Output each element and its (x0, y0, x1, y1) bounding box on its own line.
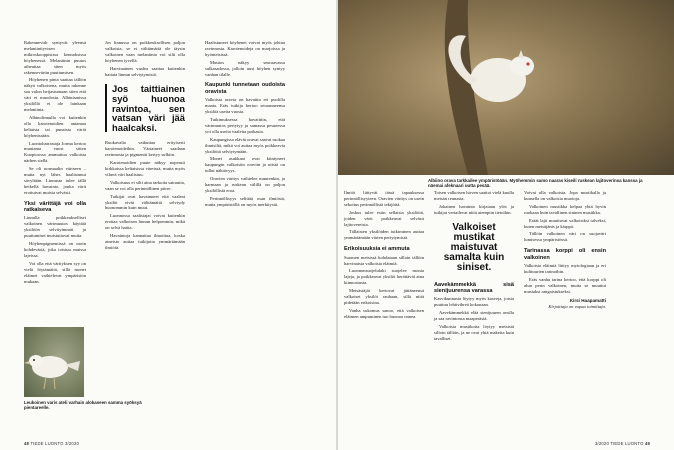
magazine-name: TIEDE LUONTO (610, 441, 644, 446)
paragraph: Tällaisten yksilöiden tutkiminen auttaa ymmärtämään värien periytymistä. (344, 229, 424, 241)
paragraph: Höyhenpigmentissä on usein hohdeväriä, joka toistuu muissa lajeissa. (24, 241, 86, 258)
white-bird-illustration (24, 327, 84, 397)
paragraph: Aavekämmekkä elää sienijuuren avulla ja saa ravintonsa maaperästä. (434, 310, 514, 322)
paragraph: Luonnonsuojelulaki suojelee monia lajeja, ja poikkeavat yksilöt herättävät aina kiinnostusta. (344, 268, 424, 286)
right-col-1 (344, 190, 424, 322)
left-col-1 (24, 40, 86, 286)
photo-white-crow (24, 327, 84, 397)
photo-albino-squirrel (338, 0, 674, 175)
section-heading: Yksi värittäjä voi olla ratkaiseva (24, 200, 86, 214)
paragraph: Harvinainen vaalea saattaa kuitenkin haitata linnun selviytymistä. (105, 65, 185, 77)
paragraph: Tällöin valkoinen väri on suojaväri lumisessa ympäristössä. (524, 231, 606, 243)
right-page (338, 0, 674, 450)
footer-left (24, 441, 79, 446)
paragraph: Ruokavalio vaikuttaa erityisesti karotenoideihin. Väriaineet saadaan ravinnosta ja pigmentti kertyy sulkiin. (105, 140, 185, 158)
paragraph: Ilmiöt liittyvät tässä tapauksessa perinnöllisyyteen. Oravien väritys on usein sekoitus perinnöllisiä tekijöitä. (344, 190, 424, 207)
paragraph: Haalistuneet höyhenet voivat myös johtua ravinnosta. Karotenoideja on marjoissa ja hyönteisissä. (205, 40, 285, 57)
paragraph: Jokainen havainto kirjataan ylös ja tutkijat vertailevat niitä aiempiin tietoihin. (434, 203, 514, 215)
paragraph: Suomen metsissä kohdataan silloin tällöin harvinaisia valkoisia eläimiä. (344, 254, 424, 266)
photo-caption-left: Leukoinen varis ateli varhain alokaseen samma syöksyä pientareelle. (24, 400, 142, 411)
paragraph: Toisen valkoisen hirven saattoi vielä kuulla metsän reunasta. (434, 190, 514, 201)
paragraph: Eräs vanha tarina kertoo, että korppi oli alun perin valkoinen, mutta se muuttui mustaksi rangaistukseksi. (524, 276, 606, 294)
author-signature (524, 298, 606, 310)
paragraph: Se oli normaalin väriseen – mutta nyt lähes haalistunut sävyltään. Linnusta tulee tällä hetkellä havainto, jonka värit erottuivat muista selvästi. (24, 166, 86, 195)
paragraph: Tutkijat ovat havainneet että vaaleat yksilöt eivät välttämättä selviydy huonommin kuin muut. (105, 193, 185, 211)
paragraph: Luonnossa saalistajat voivat kuitenkin erottaa valkoisen linnun helpommin, mikä on selvä haitta. (105, 213, 185, 231)
photo-caption-right: Albiino orava tarkkailee ympäristöään. Myöhemmin samo naaras kiseili ruskean lajitoverinsa kanssa ja näemai afeknaari uutta pesää. (428, 178, 643, 189)
page-number: 49 (644, 441, 650, 446)
paragraph: Luontoharrastaja Jorma kertoo muutama vuosi sitten Kuopioossa ammuttua valkoista närhen siellä. (24, 140, 86, 164)
section-heading: Kaupunki tunnetaan oudoista oravista (205, 82, 285, 95)
paragraph: Perinnöllisyys selittää osan ilmiöstä, mutta ympäristöllä on myös merkitystä. (205, 195, 285, 207)
paragraph: Vanha uskomus sanoo, että valkoisen eläimen ampuminen tuo huonoa onnea. (344, 307, 424, 319)
paragraph: Albinolinnulla voi kuitenkin olla karotenoidien antamaa keltaista tai punaista väriä höyhenissään. (24, 114, 86, 138)
squirrel-illustration (338, 0, 674, 175)
author-name: Kirsi Haapamatti (569, 297, 606, 303)
left-page (0, 0, 336, 450)
section-heading: Tarinassa korppi oli ensin valkoinen (524, 248, 606, 261)
paragraph: Monet asukkaat ovat kiintyneet kaupungin valkoisiin oraviin ja niistä on tullut nähtävyys. (205, 156, 285, 174)
paragraph: Karotenoidien puute näkyy nopeasti kirkkaissa keltaisissa väreissä, mutta myös vihreä väri haalistuu. (105, 160, 185, 177)
left-col-3 (205, 40, 285, 210)
paragraph: Metsästäjät kertovat jättäneensä valkoiset yksilöt rauhaan, sillä niitä pidetään erikoisina. (344, 288, 424, 305)
paragraph: Voi olla että värityksen syy on vielä löytämättä, sillä monet eläimet vaihtelevat ympäristön mukaan. (24, 260, 86, 284)
pull-quote: Valkoiset mustikat maistuvat samalta kuin siniset. (443, 221, 505, 274)
section-heading: Aavekämmekkä sisä sienijuurensa varassa (434, 281, 514, 295)
paragraph: Valkoisia oravia on havaittu eri puolilla maata. Eräs tutkija kertoo seuranneensa yksilöä useita vuosia. (205, 97, 285, 115)
paragraph: Joskus tulee esiin sellaisia yksilöitä, joiden värit poikkeavat selvästi lajitovereista. (344, 209, 424, 227)
left-col-2 (105, 40, 185, 253)
section-heading: Erikoisuuksia ei ammuta (344, 246, 410, 253)
paragraph: Linnulla poikkeukselliset valkoinen värimuutos käyttää yksilöön selvityimmät ja puuttumiset muistuttavat muita. (24, 215, 86, 239)
paragraph: Tutkimuksessa havaittiin, että värimuutos periytyy ja samassa pesueessa voi olla useita vaaleita poikasia. (205, 116, 285, 134)
footer-right (595, 441, 650, 446)
pull-quote: Jos taittiainen syö huonoa ravintoa, sen vatsan väri jää haalcaksi. (105, 84, 185, 132)
paragraph: Valkoisuus ei silti aina tarkoita sairautta, vaan se voi olla perinnöllinen piirre. (105, 179, 185, 191)
paragraph: Muutos näkyy seuraavassa sulkasadossa, jolloin uusi höyhen syntyy vanhan tilalle. (205, 59, 285, 77)
issue-number: 3/2020 (65, 441, 80, 446)
paragraph: Höyhenen pinta saattaa tällöin näkyä valkoisena, mutta rakenne saa valon heijastumaan siten että väri ei muodostu. Albinismissa yksilöllä ei ole lainkaan melaniinia. (24, 77, 86, 112)
paragraph: Rakennevirh syntyvät yleensä melaniinityvisen mikroskooppisissa kennoksissa höyhenessä. Melaniinin puutos aiheuttaa siten myös rakenneväriin puuttumisen. (24, 40, 86, 75)
paragraph: Kaupungissa elävät oravat saavat ruokaa ihmisiltä, mikä voi auttaa myös poikkeavia yksilöitä selviytymään. (205, 136, 285, 154)
paragraph: Valkoisia mustikoita löytyy metsistä silloin tällöin, ja ne ovat yhtä makeita kuin tavalliset. (434, 324, 514, 341)
paragraph: Voivat olla valkoisia. Jopa mustikalla ja kuusella on valkoisia muotoja. (524, 190, 606, 201)
paragraph: Havaintoja kannattaa ilmoittaa, koska aineisto auttaa tutkijoita ymmärtämään ilmiötä. (105, 233, 185, 250)
paragraph: Kasvikunnasta löytyy myös kasveja, joista puuttuu lehtivihreä kokonaan. (434, 296, 514, 308)
paragraph: Jos linnussa on poikkeuksellisen paljon valkoista, se ei välttämättä ole täysin valkoinen vaan melaniinia voi silti olla höyhenen tyvellä. (105, 40, 185, 63)
page-number: 48 (24, 441, 30, 446)
paragraph: Oravien väritys vaihtelee muutenkin, ja harmaan ja ruskean välillä on paljon yksilöllistä eroa. (205, 176, 285, 193)
paragraph: Valkoisia eläimiä liittyy mytologiaan ja eri kulttuurien tarinoihin. (524, 263, 606, 274)
issue-number: 3/2020 (594, 441, 609, 446)
paragraph: Eräät lajit muuttuvat valkoisiksi talveksi, kuten metsäjänis ja kärppä. (524, 217, 606, 229)
right-col-3 (524, 190, 606, 309)
right-col-2 (434, 190, 514, 344)
author-role: Kirjoittaja on vapaa toimittaja. (548, 303, 606, 309)
magazine-name: TIEDE LUONTO (30, 441, 64, 446)
paragraph: Valkoinen mustikka kelpaa yhtä hyvin ruokaan kuin tavallinen sininen mustikka. (524, 203, 606, 215)
